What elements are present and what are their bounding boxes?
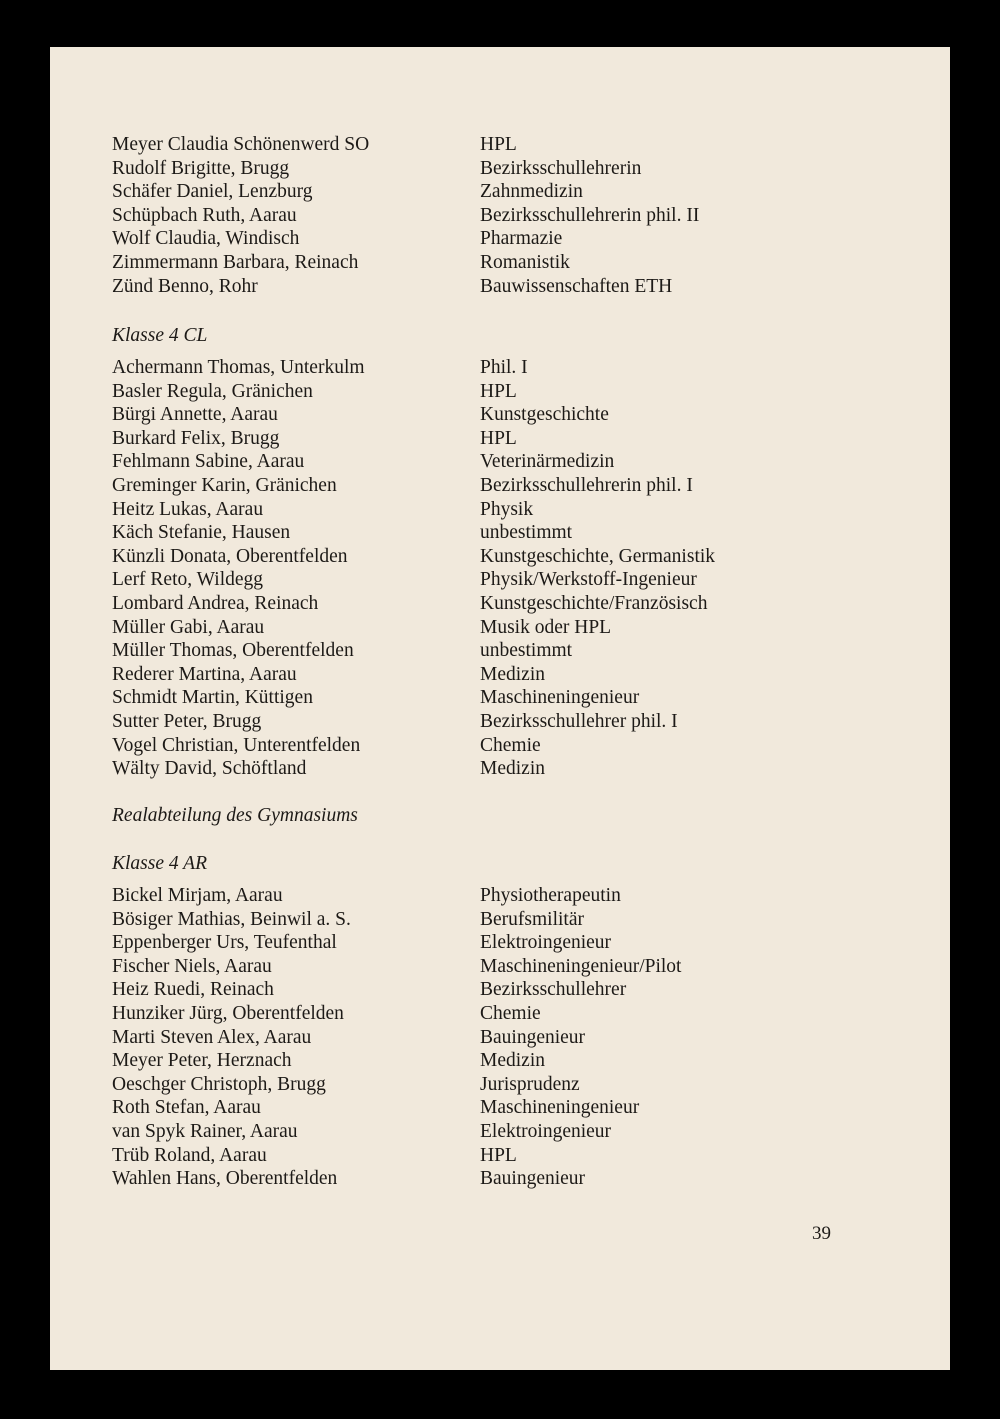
student-name: van Spyk Rainer, Aarau xyxy=(112,1120,298,1142)
student-row xyxy=(112,931,892,955)
student-name: Roth Stefan, Aarau xyxy=(112,1097,261,1119)
student-study: Bauwissenschaften ETH xyxy=(480,275,673,297)
student-row xyxy=(112,498,892,522)
student-name: Vogel Christian, Unterentfelden xyxy=(112,734,361,756)
document-page xyxy=(50,47,950,1370)
student-study: Maschineningenieur xyxy=(480,1097,640,1119)
student-row xyxy=(112,1120,892,1144)
student-row xyxy=(112,427,892,451)
class-4cl-heading: Klasse 4 CL xyxy=(112,325,208,346)
student-study: Kunstgeschichte xyxy=(480,404,609,426)
student-study: Elektroingenieur xyxy=(480,1120,612,1142)
student-study: Zahnmedizin xyxy=(480,181,583,203)
student-name: Eppenberger Urs, Teufenthal xyxy=(112,932,337,954)
student-row xyxy=(112,1049,892,1073)
student-row xyxy=(112,592,892,616)
student-study: Bezirksschullehrer xyxy=(480,979,627,1001)
student-row xyxy=(112,204,892,228)
student-row xyxy=(112,403,892,427)
student-name: Zünd Benno, Rohr xyxy=(112,275,258,297)
student-name: Fischer Niels, Aarau xyxy=(112,955,272,977)
student-study: Musik oder HPL xyxy=(480,616,612,638)
student-row xyxy=(112,545,892,569)
student-name: Bürgi Annette, Aarau xyxy=(112,404,278,426)
student-study: Kunstgeschichte/Französisch xyxy=(480,592,708,614)
section-heading: Realabteilung des Gymnasiums xyxy=(112,805,358,826)
student-name: Müller Gabi, Aarau xyxy=(112,616,265,638)
top-student-list xyxy=(112,133,892,298)
student-row xyxy=(112,686,892,710)
student-name: Achermann Thomas, Unterkulm xyxy=(112,357,365,378)
student-name: Schüpbach Ruth, Aarau xyxy=(112,204,297,226)
student-study: HPL xyxy=(480,427,517,449)
student-row xyxy=(112,1167,892,1191)
student-name: Zimmermann Barbara, Reinach xyxy=(112,251,359,273)
student-study: Phil. I xyxy=(480,357,528,378)
student-name: Trüb Roland, Aarau xyxy=(112,1144,267,1166)
student-study: Maschineningenieur/Pilot xyxy=(480,955,682,977)
student-row xyxy=(112,908,892,932)
student-study: Jurisprudenz xyxy=(480,1073,580,1095)
class-4cl-list xyxy=(112,356,892,781)
student-row xyxy=(112,227,892,251)
student-name: Schäfer Daniel, Lenzburg xyxy=(112,181,313,203)
student-name: Greminger Karin, Gränichen xyxy=(112,474,337,496)
student-row xyxy=(112,474,892,498)
student-study: Medizin xyxy=(480,663,545,685)
student-study: HPL xyxy=(480,1144,517,1166)
student-study: unbestimmt xyxy=(480,640,573,662)
student-name: Heiz Ruedi, Reinach xyxy=(112,979,274,1001)
student-study: Bezirksschullehrer phil. I xyxy=(480,710,678,732)
student-study: Bezirksschullehrerin phil. II xyxy=(480,204,700,226)
student-name: Lombard Andrea, Reinach xyxy=(112,592,319,614)
student-row xyxy=(112,1096,892,1120)
student-study: Kunstgeschichte, Germanistik xyxy=(480,545,716,567)
student-name: Oeschger Christoph, Brugg xyxy=(112,1073,326,1095)
student-row xyxy=(112,978,892,1002)
student-row xyxy=(112,1002,892,1026)
student-name: Lerf Reto, Wildegg xyxy=(112,569,264,591)
student-row xyxy=(112,663,892,687)
student-name: Bösiger Mathias, Beinwil a. S. xyxy=(112,908,351,930)
student-name: Sutter Peter, Brugg xyxy=(112,710,262,732)
student-row xyxy=(112,1073,892,1097)
student-name: Schmidt Martin, Küttigen xyxy=(112,687,313,709)
student-name: Fehlmann Sabine, Aarau xyxy=(112,451,305,473)
student-study: Chemie xyxy=(480,734,541,756)
student-name: Wolf Claudia, Windisch xyxy=(112,228,300,250)
student-study: Bauingenieur xyxy=(480,1026,586,1048)
student-row xyxy=(112,133,892,157)
student-row xyxy=(112,955,892,979)
student-name: Marti Steven Alex, Aarau xyxy=(112,1026,312,1048)
student-name: Meyer Peter, Herznach xyxy=(112,1050,292,1072)
student-row xyxy=(112,275,892,299)
student-name: Müller Thomas, Oberentfelden xyxy=(112,640,354,662)
student-name: Wahlen Hans, Oberentfelden xyxy=(112,1168,338,1190)
student-row xyxy=(112,521,892,545)
student-study: Physik/Werkstoff-Ingenieur xyxy=(480,569,697,591)
student-study: HPL xyxy=(480,380,517,402)
student-name: Rederer Martina, Aarau xyxy=(112,663,297,685)
student-row xyxy=(112,639,892,663)
student-name: Käch Stefanie, Hausen xyxy=(112,522,291,544)
class-4ar-list xyxy=(112,884,892,1191)
student-study: HPL xyxy=(480,134,517,155)
student-row xyxy=(112,356,892,380)
student-row xyxy=(112,734,892,758)
student-row xyxy=(112,1026,892,1050)
student-row xyxy=(112,710,892,734)
student-study: Bezirksschullehrerin phil. I xyxy=(480,474,693,496)
student-row xyxy=(112,616,892,640)
student-study: Bezirksschullehrerin xyxy=(480,157,642,179)
student-name: Hunziker Jürg, Oberentfelden xyxy=(112,1002,344,1024)
student-row xyxy=(112,157,892,181)
student-study: Physik xyxy=(480,498,534,520)
student-study: Berufsmilitär xyxy=(480,908,584,930)
student-study: Physiotherapeutin xyxy=(480,885,621,906)
student-name: Burkard Felix, Brugg xyxy=(112,427,280,449)
class-4ar-heading: Klasse 4 AR xyxy=(112,853,207,874)
student-name: Basler Regula, Gränichen xyxy=(112,380,313,402)
student-study: unbestimmt xyxy=(480,522,573,544)
student-study: Veterinärmedizin xyxy=(480,451,615,473)
student-name: Heitz Lukas, Aarau xyxy=(112,498,264,520)
student-row xyxy=(112,568,892,592)
student-row xyxy=(112,180,892,204)
student-study: Medizin xyxy=(480,1050,545,1072)
student-row xyxy=(112,380,892,404)
student-row xyxy=(112,757,892,781)
student-study: Romanistik xyxy=(480,251,570,273)
student-study: Elektroingenieur xyxy=(480,932,612,954)
student-name: Künzli Donata, Oberentfelden xyxy=(112,545,348,567)
student-row xyxy=(112,1144,892,1168)
student-study: Pharmazie xyxy=(480,228,563,250)
student-name: Meyer Claudia Schönenwerd SO xyxy=(112,134,370,155)
student-name: Rudolf Brigitte, Brugg xyxy=(112,157,290,179)
student-name: Wälty David, Schöftland xyxy=(112,758,307,780)
student-name: Bickel Mirjam, Aarau xyxy=(112,885,283,906)
student-study: Maschineningenieur xyxy=(480,687,640,709)
student-row xyxy=(112,450,892,474)
student-row xyxy=(112,884,892,908)
student-study: Chemie xyxy=(480,1002,541,1024)
student-row xyxy=(112,251,892,275)
student-study: Medizin xyxy=(480,758,545,780)
page-number: 39 xyxy=(812,1223,831,1244)
student-study: Bauingenieur xyxy=(480,1168,586,1190)
